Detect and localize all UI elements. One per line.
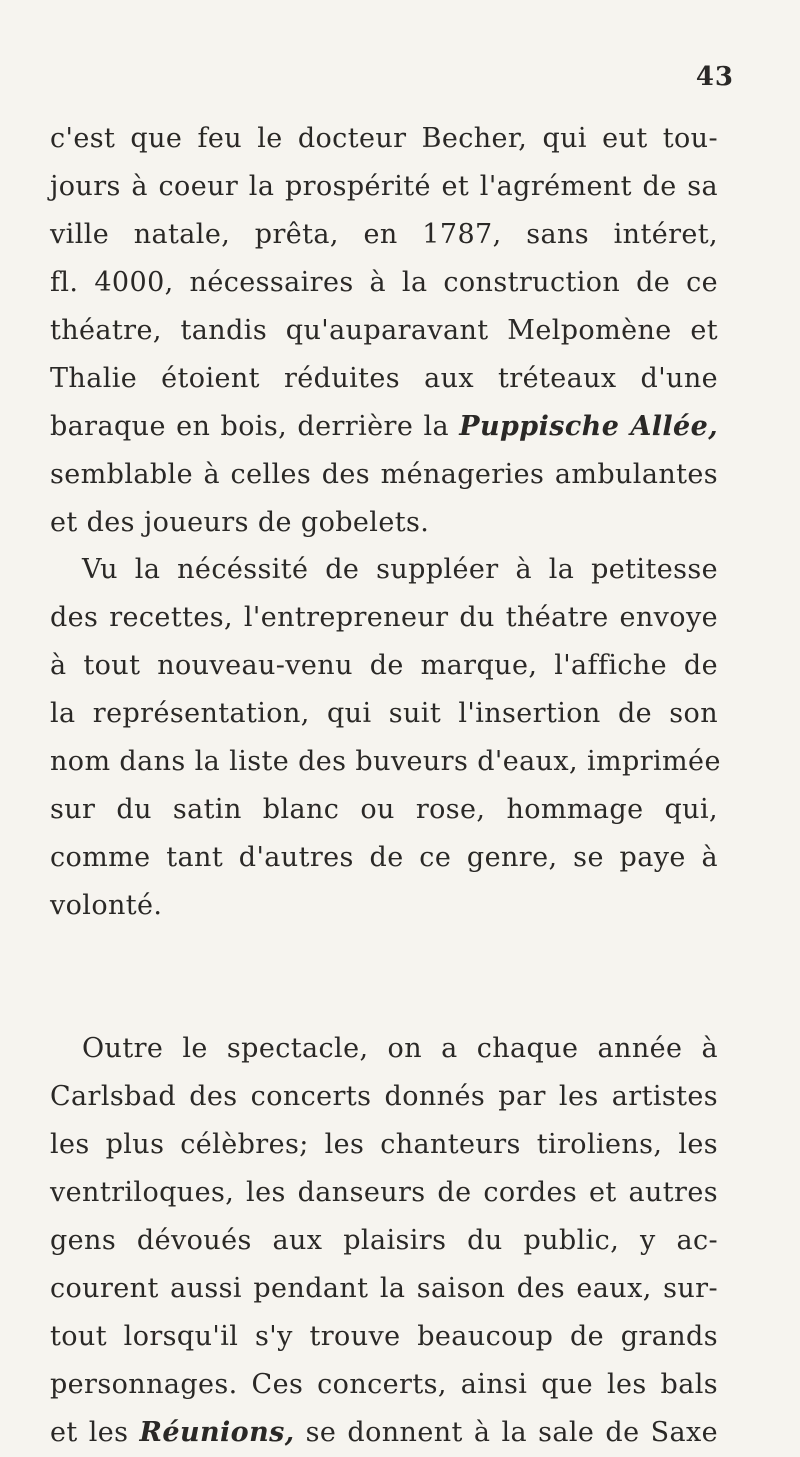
emphasis-text: Réunions, xyxy=(139,1417,295,1448)
text-line: gens dévoués aux plaisirs du public, y ac- xyxy=(50,1225,718,1256)
text-line: théatre, tandis qu'auparavant Melpomène et xyxy=(50,315,718,346)
text-line: nom dans la liste des buveurs d'eaux, imprimée xyxy=(50,746,721,777)
text-line: Carlsbad des concerts donnés par les artistes xyxy=(50,1081,718,1112)
text-line: jours à coeur la prospérité et l'agrément de sa xyxy=(50,171,718,202)
text-line: et des joueurs de gobelets. xyxy=(50,507,430,538)
text-line: Vu la nécéssité de suppléer à la petitesse xyxy=(82,554,718,585)
text-segment: et les xyxy=(50,1417,140,1448)
text-line: Thalie étoient réduites aux tréteaux d'une xyxy=(50,363,718,394)
text-line: fl. 4000, nécessaires à la construction de ce xyxy=(50,267,718,298)
page-number: 43 xyxy=(695,62,734,92)
paragraph-1 xyxy=(50,115,718,547)
text-line: personnages. Ces concerts, ainsi que les bals xyxy=(50,1369,718,1400)
text-line: la représentation, qui suit l'insertion de son xyxy=(50,698,718,729)
text-line: ville natale, prêta, en 1787, sans intéret, xyxy=(50,219,718,250)
text-segment: se donnent à la sale de Saxe xyxy=(294,1417,718,1448)
emphasis-text: Puppische Allée, xyxy=(459,411,719,442)
paragraph-3 xyxy=(50,1025,718,1457)
text-line: tout lorsqu'il s'y trouve beaucoup de grands xyxy=(50,1321,718,1352)
text-line: à tout nouveau-venu de marque, l'affiche de xyxy=(50,650,718,681)
text-line: c'est que feu le docteur Becher, qui eut tou- xyxy=(50,123,718,154)
paragraph-2 xyxy=(50,546,721,930)
text-line: des recettes, l'entrepreneur du théatre envoye xyxy=(50,602,718,633)
text-line: comme tant d'autres de ce genre, se paye à xyxy=(50,842,718,873)
text-line: les plus célèbres; les chanteurs tiroliens, les xyxy=(50,1129,718,1160)
text-line: courent aussi pendant la saison des eaux, sur- xyxy=(50,1273,718,1304)
text-line: ventriloques, les danseurs de cordes et autres xyxy=(50,1177,718,1208)
text-line: sur du satin blanc ou rose, hommage qui, xyxy=(50,794,718,825)
text-line-with-emphasis xyxy=(50,1409,718,1457)
text-line-with-emphasis xyxy=(50,403,718,451)
text-line: semblable à celles des ménageries ambulantes xyxy=(50,459,718,490)
text-line: volonté. xyxy=(50,890,163,921)
text-line: Outre le spectacle, on a chaque année à xyxy=(82,1033,718,1064)
text-segment: baraque en bois, derrière la xyxy=(50,411,460,442)
